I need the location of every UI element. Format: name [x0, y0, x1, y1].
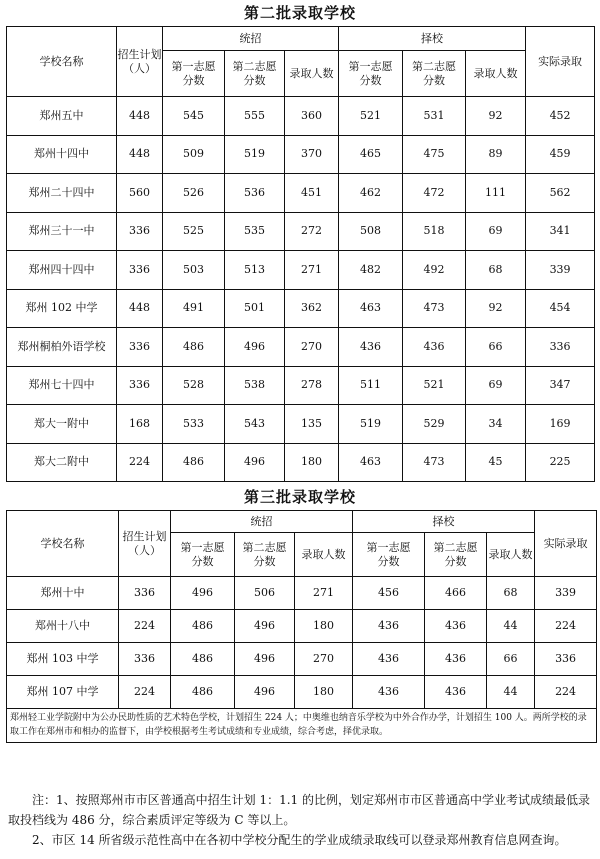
table-cell: 501 [225, 289, 285, 328]
plan-header: 招生计划 （人） [119, 511, 171, 577]
table-cell: 336 [117, 212, 163, 251]
admitted-header: 录取人数 [487, 533, 535, 577]
table-cell: 45 [466, 443, 526, 482]
table-cell: 473 [403, 443, 466, 482]
table-cell: 270 [295, 643, 353, 676]
table-row [7, 135, 595, 174]
school-name-cell: 郑州七十四中 [7, 366, 117, 405]
table-cell: 336 [119, 577, 171, 610]
table-cell: 362 [285, 289, 339, 328]
table-cell: 496 [171, 577, 235, 610]
batch3-title: 第三批录取学校 [243, 488, 356, 506]
admitted-header: 录取人数 [285, 51, 339, 97]
school-name-cell: 郑大一附中 [7, 405, 117, 444]
school-name-cell: 郑州三十一中 [7, 212, 117, 251]
table-cell: 436 [353, 610, 425, 643]
table-cell: 538 [225, 366, 285, 405]
table-row [7, 366, 595, 405]
table-cell: 473 [403, 289, 466, 328]
table-cell: 513 [225, 251, 285, 290]
table-cell: 482 [339, 251, 403, 290]
table-cell: 529 [403, 405, 466, 444]
second-choice-header: 第二志愿 分数 [225, 51, 285, 97]
table-cell: 545 [163, 97, 225, 136]
table-cell: 66 [466, 328, 526, 367]
table-cell: 336 [535, 643, 597, 676]
admitted-header: 录取人数 [466, 51, 526, 97]
table-cell: 463 [339, 289, 403, 328]
table-cell: 225 [526, 443, 595, 482]
school-name-cell: 郑州十中 [7, 577, 119, 610]
note-1: 注：1、按照郑州市市区普通高中招生计划 1：1.1 的比例，划定郑州市市区普通高中学业考试成绩最低录取投档线为 486 分，综合素质评定等级为 C 等以上。 [8, 793, 590, 827]
table-cell: 34 [466, 405, 526, 444]
first-choice-header: 第一志愿 分数 [353, 533, 425, 577]
table-cell: 543 [225, 405, 285, 444]
notes [8, 790, 596, 850]
table-cell: 496 [235, 676, 295, 709]
batch3-rows [7, 577, 597, 709]
table-cell: 452 [526, 97, 595, 136]
batch2-table [6, 26, 595, 482]
table-cell: 536 [225, 174, 285, 213]
table-cell: 511 [339, 366, 403, 405]
second-choice-header: 第二志愿 分数 [235, 533, 295, 577]
table-cell: 341 [526, 212, 595, 251]
table-cell: 44 [487, 610, 535, 643]
table-cell: 436 [425, 610, 487, 643]
zexiao-header: 择校 [353, 511, 535, 533]
table-cell: 436 [339, 328, 403, 367]
second-choice-header: 第二志愿 分数 [425, 533, 487, 577]
table-cell: 472 [403, 174, 466, 213]
table-cell: 496 [235, 610, 295, 643]
school-header: 学校名称 [7, 27, 117, 97]
table-cell: 360 [285, 97, 339, 136]
first-choice-header: 第一志愿 分数 [171, 533, 235, 577]
table-cell: 519 [225, 135, 285, 174]
table-cell: 89 [466, 135, 526, 174]
table-cell: 454 [526, 289, 595, 328]
table-cell: 224 [535, 676, 597, 709]
table-cell: 525 [163, 212, 225, 251]
table-cell: 496 [225, 443, 285, 482]
table-cell: 475 [403, 135, 466, 174]
table-cell: 491 [163, 289, 225, 328]
table-row [7, 676, 597, 709]
table-cell: 370 [285, 135, 339, 174]
table-cell: 521 [339, 97, 403, 136]
school-name-cell: 郑州十八中 [7, 610, 119, 643]
table-row [7, 405, 595, 444]
table-cell: 336 [117, 328, 163, 367]
school-name-cell: 郑州 103 中学 [7, 643, 119, 676]
actual-header: 实际录取 [526, 27, 595, 97]
table-cell: 448 [117, 97, 163, 136]
school-name-cell: 郑州桐柏外语学校 [7, 328, 117, 367]
actual-header: 实际录取 [535, 511, 597, 577]
table-cell: 486 [171, 610, 235, 643]
table-cell: 278 [285, 366, 339, 405]
table-cell: 224 [119, 676, 171, 709]
table-cell: 168 [117, 405, 163, 444]
table-row [7, 251, 595, 290]
table-cell: 436 [353, 643, 425, 676]
table-cell: 271 [285, 251, 339, 290]
table-row [7, 174, 595, 213]
table-cell: 459 [526, 135, 595, 174]
table-cell: 509 [163, 135, 225, 174]
table-cell: 66 [487, 643, 535, 676]
school-name-cell: 郑州四十四中 [7, 251, 117, 290]
table-cell: 521 [403, 366, 466, 405]
table-cell: 486 [163, 328, 225, 367]
tongzhao-header: 统招 [171, 511, 353, 533]
table-cell: 531 [403, 97, 466, 136]
table-cell: 68 [466, 251, 526, 290]
table-row [7, 610, 597, 643]
table-cell: 462 [339, 174, 403, 213]
table-cell: 560 [117, 174, 163, 213]
table-cell: 492 [403, 251, 466, 290]
table-cell: 180 [295, 610, 353, 643]
school-name-cell: 郑州 107 中学 [7, 676, 119, 709]
note-2: 2、市区 14 所省级示范性高中在各初中学校分配生的学业成绩录取线可以登录郑州教育信息网查询。 [32, 833, 567, 847]
batch3-footnote: 郑州轻工业学院附中为公办民助性质的艺术特色学校，计划招生 224 人；中奥维也纳音乐学校为中外合作办学，计划招生 100 人。两所学校的录取工作在郑州市和相办的监督下，由学校根据考生考试成绩和专业成绩，综合考虑，择优录取。 [7, 709, 597, 743]
table-row [7, 289, 595, 328]
table-cell: 68 [487, 577, 535, 610]
table-cell: 336 [117, 366, 163, 405]
table-cell: 436 [425, 643, 487, 676]
table-row [7, 577, 597, 610]
batch2-title: 第二批录取学校 [243, 4, 356, 22]
table-cell: 339 [535, 577, 597, 610]
table-cell: 519 [339, 405, 403, 444]
zexiao-header: 择校 [339, 27, 526, 51]
table-cell: 486 [171, 643, 235, 676]
table-cell: 271 [295, 577, 353, 610]
table-cell: 347 [526, 366, 595, 405]
tongzhao-header: 统招 [163, 27, 339, 51]
table-cell: 555 [225, 97, 285, 136]
table-cell: 448 [117, 135, 163, 174]
table-cell: 224 [535, 610, 597, 643]
table-cell: 169 [526, 405, 595, 444]
table-cell: 180 [285, 443, 339, 482]
school-name-cell: 郑州二十四中 [7, 174, 117, 213]
table-cell: 270 [285, 328, 339, 367]
table-cell: 533 [163, 405, 225, 444]
school-name-cell: 郑州五中 [7, 97, 117, 136]
table-cell: 508 [339, 212, 403, 251]
school-name-cell: 郑大二附中 [7, 443, 117, 482]
table-cell: 135 [285, 405, 339, 444]
table-cell: 111 [466, 174, 526, 213]
table-cell: 463 [339, 443, 403, 482]
table-cell: 180 [295, 676, 353, 709]
school-name-cell: 郑州 102 中学 [7, 289, 117, 328]
table-cell: 224 [119, 610, 171, 643]
table-cell: 69 [466, 366, 526, 405]
table-cell: 339 [526, 251, 595, 290]
first-choice-header: 第一志愿 分数 [339, 51, 403, 97]
table-row [7, 328, 595, 367]
table-cell: 456 [353, 577, 425, 610]
table-row [7, 643, 597, 676]
table-cell: 224 [117, 443, 163, 482]
plan-header: 招生计划 （人） [117, 27, 163, 97]
table-cell: 465 [339, 135, 403, 174]
batch2-rows [7, 97, 595, 482]
table-cell: 436 [403, 328, 466, 367]
table-cell: 451 [285, 174, 339, 213]
table-cell: 518 [403, 212, 466, 251]
batch3-table [6, 510, 597, 743]
table-cell: 562 [526, 174, 595, 213]
table-cell: 436 [425, 676, 487, 709]
table-cell: 496 [225, 328, 285, 367]
table-cell: 496 [235, 643, 295, 676]
table-cell: 336 [119, 643, 171, 676]
second-choice-header: 第二志愿 分数 [403, 51, 466, 97]
table-cell: 466 [425, 577, 487, 610]
table-cell: 436 [353, 676, 425, 709]
school-name-cell: 郑州十四中 [7, 135, 117, 174]
admitted-header: 录取人数 [295, 533, 353, 577]
table-cell: 92 [466, 97, 526, 136]
table-cell: 526 [163, 174, 225, 213]
table-cell: 486 [171, 676, 235, 709]
table-cell: 92 [466, 289, 526, 328]
table-cell: 535 [225, 212, 285, 251]
table-cell: 486 [163, 443, 225, 482]
table-cell: 336 [117, 251, 163, 290]
table-row [7, 97, 595, 136]
table-cell: 506 [235, 577, 295, 610]
table-cell: 528 [163, 366, 225, 405]
school-header: 学校名称 [7, 511, 119, 577]
table-cell: 69 [466, 212, 526, 251]
first-choice-header: 第一志愿 分数 [163, 51, 225, 97]
table-cell: 503 [163, 251, 225, 290]
table-cell: 448 [117, 289, 163, 328]
table-row [7, 443, 595, 482]
table-row [7, 212, 595, 251]
table-cell: 44 [487, 676, 535, 709]
table-cell: 336 [526, 328, 595, 367]
table-cell: 272 [285, 212, 339, 251]
